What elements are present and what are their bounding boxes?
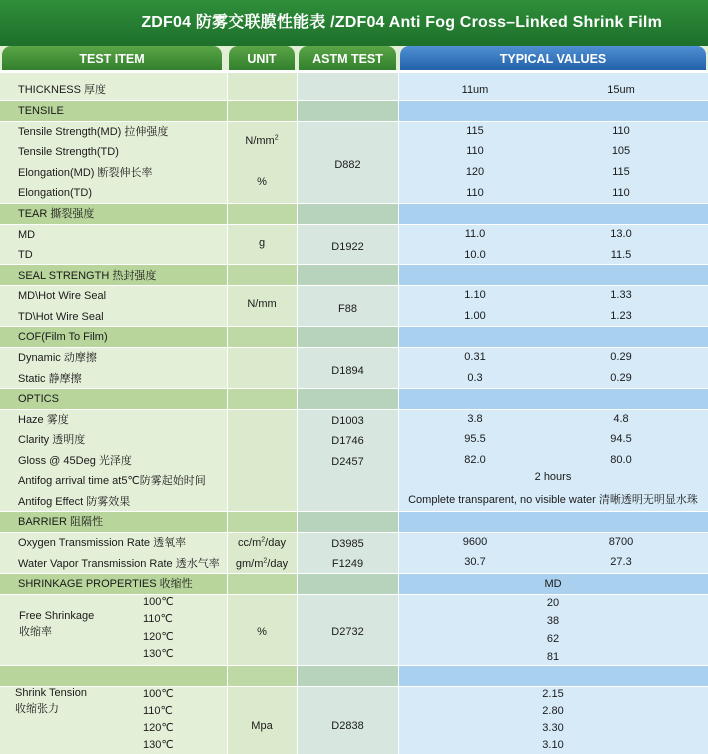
tear-row-label: TD bbox=[18, 249, 33, 261]
section-title-optics: OPTICS bbox=[18, 393, 59, 405]
tensile-value-2: 110 bbox=[612, 125, 630, 137]
unit-superscript: 2 bbox=[261, 536, 266, 544]
free-shrinkage-value: 20 bbox=[546, 597, 560, 609]
section-band bbox=[398, 389, 708, 409]
optics-row-label: Gloss @ 45Deg 光泽度 bbox=[18, 455, 132, 467]
barrier-astm: F1249 bbox=[331, 558, 364, 570]
tension-temp: 110℃ bbox=[143, 705, 173, 717]
section-band bbox=[297, 574, 398, 594]
optics-value-1: 95.5 bbox=[464, 433, 486, 445]
shrink-tension-value: 2.80 bbox=[542, 705, 564, 717]
section-band bbox=[227, 327, 297, 347]
section-band bbox=[227, 666, 297, 686]
tensile-unit-elongation: % bbox=[257, 176, 267, 188]
free-shrinkage-value: 62 bbox=[546, 633, 560, 645]
optics-value-2: 4.8 bbox=[613, 413, 629, 425]
shrink-tension-value: 2.15 bbox=[542, 688, 564, 700]
shrink-tension-value: 3.30 bbox=[542, 722, 564, 734]
antifog-time-value: 2 hours bbox=[534, 471, 572, 483]
optics-astm: D1746 bbox=[331, 435, 364, 447]
section-band bbox=[398, 327, 708, 347]
tensile-value-1: 110 bbox=[466, 145, 484, 157]
section-title-cof: COF(Film To Film) bbox=[18, 331, 108, 343]
tensile-row-label: Tensile Strength(MD) 拉伸强度 bbox=[18, 126, 169, 138]
section-band bbox=[297, 389, 398, 409]
unit-text: N/mm bbox=[245, 135, 275, 147]
seal-astm: F88 bbox=[338, 303, 357, 315]
cof-astm: D1894 bbox=[331, 365, 364, 377]
shrink-tension-value: 3.10 bbox=[542, 739, 564, 751]
tensile-row-label: Elongation(TD) bbox=[18, 187, 92, 199]
row-divider bbox=[0, 100, 708, 101]
section-band bbox=[297, 101, 398, 121]
section-band bbox=[227, 574, 297, 594]
tensile-value-2: 105 bbox=[611, 145, 631, 157]
section-band bbox=[227, 204, 297, 224]
tear-value-2: 13.0 bbox=[610, 228, 632, 240]
cof-value-1: 0.31 bbox=[464, 351, 486, 363]
free-shrinkage-label: Free Shrinkage bbox=[19, 610, 95, 622]
seal-value-1: 1.00 bbox=[464, 310, 486, 322]
tear-unit: g bbox=[258, 237, 266, 249]
barrier-unit-vapor bbox=[227, 554, 297, 574]
barrier-value-1: 30.7 bbox=[464, 556, 486, 568]
barrier-value-2: 27.3 bbox=[610, 556, 632, 568]
free-shrinkage-value: 81 bbox=[546, 651, 560, 663]
seal-value-2: 1.33 bbox=[610, 289, 632, 301]
tensile-row-label: Tensile Strength(TD) bbox=[18, 146, 119, 158]
section-band bbox=[0, 666, 227, 686]
shrinkage-md-header: MD bbox=[544, 578, 562, 590]
tear-value-1: 11.0 bbox=[464, 228, 486, 240]
tensile-unit-strength bbox=[227, 131, 297, 151]
unit-text: /day bbox=[267, 558, 289, 570]
header-astm: ASTM TEST bbox=[299, 46, 396, 72]
optics-value-1: 82.0 bbox=[464, 454, 486, 466]
section-band bbox=[227, 265, 297, 285]
optics-value-1: 3.8 bbox=[467, 413, 483, 425]
thickness-label: THICKNESS 厚度 bbox=[18, 84, 107, 96]
barrier-value-1: 9600 bbox=[462, 536, 488, 548]
free-temp: 110℃ bbox=[143, 613, 173, 625]
shrink-tension-unit: Mpa bbox=[251, 720, 273, 732]
free-shrinkage-unit: % bbox=[257, 626, 267, 638]
cof-value-1: 0.3 bbox=[467, 372, 483, 384]
unit-text: cc/m bbox=[238, 537, 262, 549]
tensile-value-2: 115 bbox=[612, 166, 630, 178]
section-band bbox=[297, 265, 398, 285]
tear-astm: D1922 bbox=[331, 241, 364, 253]
tear-row-label: MD bbox=[18, 229, 36, 241]
thickness-value-1: 11um bbox=[461, 84, 489, 96]
unit-text: gm/m bbox=[235, 558, 264, 570]
section-band bbox=[297, 666, 398, 686]
shrink-tension-label-cn: 收缩张力 bbox=[15, 703, 59, 715]
thickness-value-2: 15um bbox=[607, 84, 635, 96]
section-band bbox=[297, 512, 398, 532]
tension-temp: 100℃ bbox=[143, 688, 174, 700]
free-shrinkage-label-cn: 收缩率 bbox=[19, 626, 52, 638]
section-title-tear: TEAR 撕裂强度 bbox=[18, 208, 95, 220]
tensile-value-1: 120 bbox=[465, 166, 485, 178]
barrier-unit-oxygen bbox=[227, 533, 297, 553]
tension-temp: 130℃ bbox=[143, 739, 174, 751]
shrink-tension-label: Shrink Tension bbox=[15, 687, 87, 699]
tear-value-2: 11.5 bbox=[610, 249, 632, 261]
section-title-barrier: BARRIER 阻隔性 bbox=[18, 516, 103, 528]
seal-value-2: 1.23 bbox=[610, 310, 632, 322]
seal-row-label: MD\Hot Wire Seal bbox=[18, 290, 107, 302]
optics-row-label: Antifog Effect 防雾效果 bbox=[18, 496, 131, 508]
free-temp: 120℃ bbox=[143, 631, 174, 643]
shrink-tension-astm: D2838 bbox=[331, 720, 364, 732]
seal-value-1: 1.10 bbox=[464, 289, 486, 301]
tear-value-1: 10.0 bbox=[464, 249, 486, 261]
optics-row-label: Antifog arrival time at5℃防雾起始时间 bbox=[18, 475, 206, 487]
section-title-tensile: TENSILE bbox=[18, 105, 64, 117]
row-divider bbox=[0, 388, 708, 389]
free-temp: 130℃ bbox=[143, 648, 174, 660]
cof-value-2: 0.29 bbox=[610, 372, 632, 384]
optics-value-2: 80.0 bbox=[610, 454, 632, 466]
optics-astm: D1003 bbox=[331, 415, 364, 427]
header-test-item: TEST ITEM bbox=[2, 46, 222, 72]
antifog-effect-value: Complete transparent, no visible water 清晰透明无明显水珠 bbox=[408, 494, 698, 506]
unit-text: /day bbox=[265, 537, 286, 549]
header-typical-values: TYPICAL VALUES bbox=[400, 46, 706, 72]
tensile-value-2: 110 bbox=[612, 187, 630, 199]
seal-row-label: TD\Hot Wire Seal bbox=[18, 311, 104, 323]
optics-row-label: Clarity 透明度 bbox=[18, 434, 86, 446]
section-band bbox=[398, 101, 708, 121]
tensile-value-1: 110 bbox=[466, 187, 484, 199]
cof-value-2: 0.29 bbox=[610, 351, 632, 363]
section-band bbox=[398, 512, 708, 532]
unit-superscript: 2 bbox=[274, 134, 279, 142]
section-band bbox=[227, 389, 297, 409]
free-temp: 100℃ bbox=[143, 596, 174, 608]
cof-row-label: Static 静摩擦 bbox=[18, 373, 82, 385]
optics-row-label: Haze 雾度 bbox=[18, 414, 69, 426]
unit-superscript: 2 bbox=[263, 557, 268, 565]
tension-temp: 120℃ bbox=[143, 722, 174, 734]
optics-astm: D2457 bbox=[331, 456, 364, 468]
page-title: ZDF04 防雾交联膜性能表 /ZDF04 Anti Fog Cross–Linked Shrink Film bbox=[141, 14, 662, 31]
tensile-row-label: Elongation(MD) 断裂伸长率 bbox=[18, 167, 153, 179]
section-band bbox=[398, 204, 708, 224]
tensile-value-1: 115 bbox=[466, 125, 484, 137]
barrier-row-label: Water Vapor Transmission Rate 透水气率 bbox=[18, 558, 220, 570]
free-shrinkage-value: 38 bbox=[546, 615, 560, 627]
cof-row-label: Dynamic 动摩擦 bbox=[18, 352, 97, 364]
seal-unit: N/mm bbox=[247, 298, 277, 310]
section-band bbox=[297, 327, 398, 347]
barrier-astm: D3985 bbox=[331, 538, 364, 550]
section-title-seal: SEAL STRENGTH 热封强度 bbox=[18, 270, 157, 282]
section-band bbox=[227, 512, 297, 532]
section-band bbox=[297, 204, 398, 224]
barrier-row-label: Oxygen Transmission Rate 透氧率 bbox=[18, 537, 187, 549]
section-band bbox=[398, 666, 708, 686]
tensile-astm: D882 bbox=[334, 159, 361, 171]
row-divider bbox=[0, 203, 708, 204]
section-title-shrinkage: SHRINKAGE PROPERTIES 收缩性 bbox=[18, 578, 193, 590]
optics-value-2: 94.5 bbox=[610, 433, 632, 445]
barrier-value-2: 8700 bbox=[608, 536, 634, 548]
section-band bbox=[398, 265, 708, 285]
free-shrinkage-astm: D2732 bbox=[331, 626, 364, 638]
section-band bbox=[227, 101, 297, 121]
header-unit: UNIT bbox=[229, 46, 295, 72]
